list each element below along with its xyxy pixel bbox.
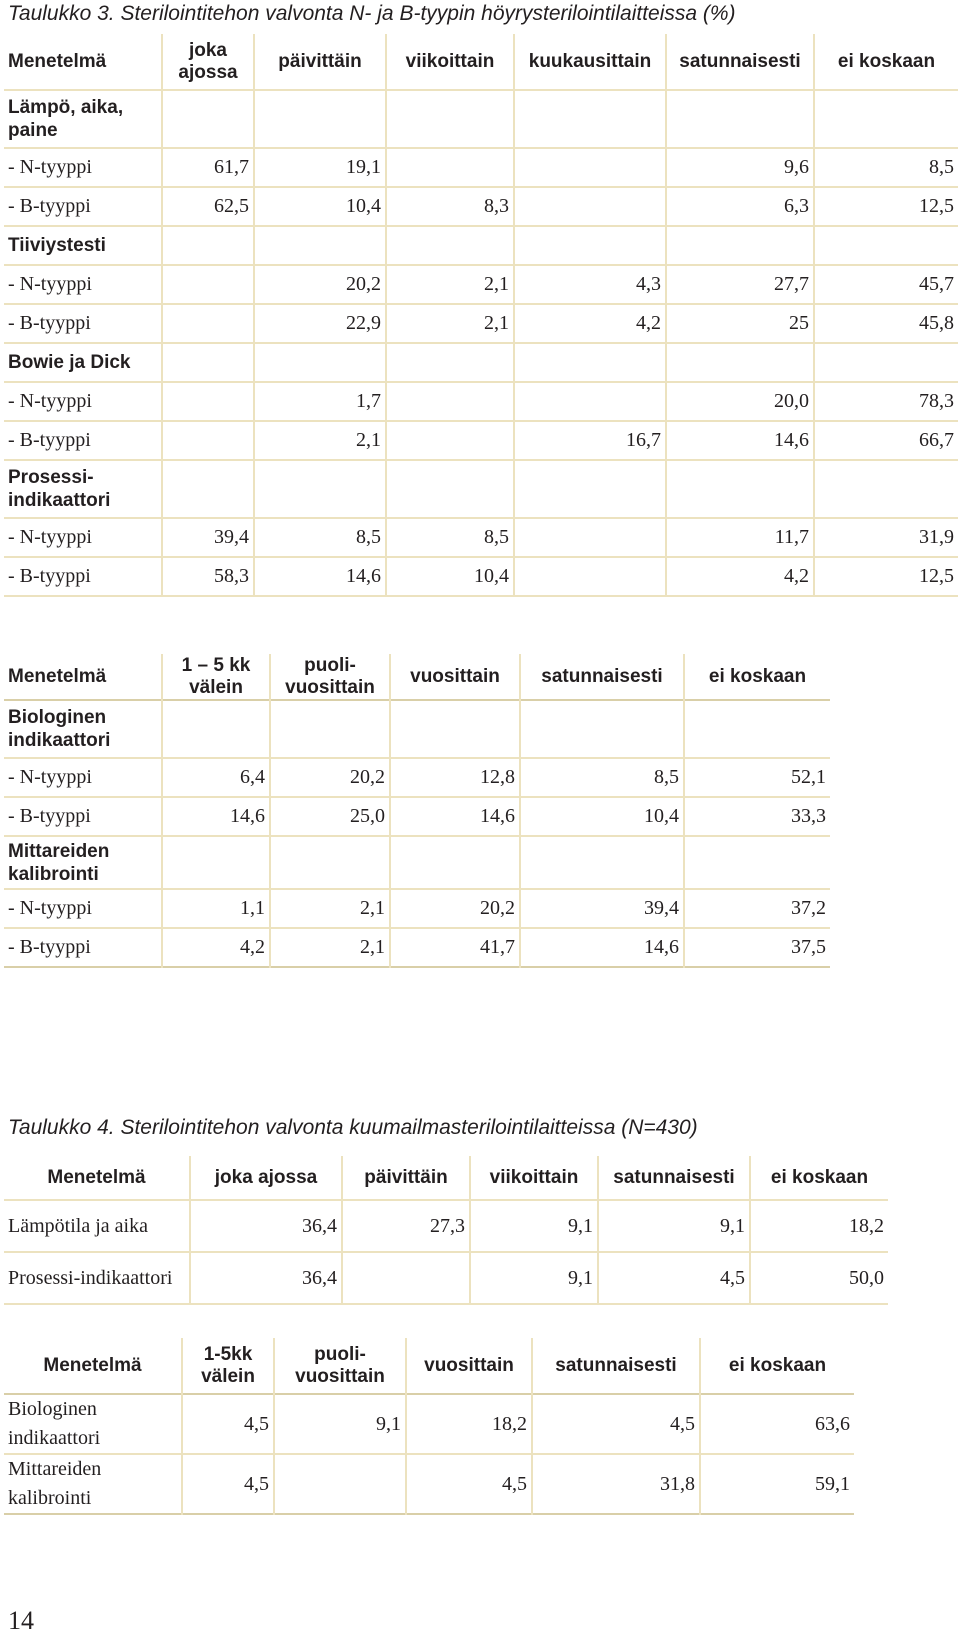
table4-part-a	[4, 1156, 888, 1305]
group-row	[4, 700, 830, 758]
value-cell: 4,2	[162, 928, 270, 967]
column-header: päivittäin	[254, 34, 386, 90]
value-cell: 36,4	[190, 1252, 342, 1304]
value-cell: 9,1	[470, 1252, 598, 1304]
empty-cell	[162, 90, 254, 148]
empty-cell	[666, 460, 814, 518]
group-row	[4, 460, 958, 518]
value-cell: 78,3	[919, 390, 954, 412]
value-cell	[162, 304, 254, 343]
value-cell: 20,2	[254, 265, 386, 304]
value-cell: 4,5	[406, 1454, 532, 1514]
value-cell: 31,9	[919, 526, 954, 548]
table-row	[4, 928, 830, 967]
table3-caption: Taulukko 3. Sterilointitehon valvonta N- ja B-tyypin höyrysterilointilaitteissa (%)	[8, 2, 736, 25]
column-header: satunnaisesti	[598, 1156, 750, 1200]
value-cell	[162, 265, 254, 304]
empty-cell	[254, 226, 386, 265]
row-label: - N-tyyppi	[4, 265, 162, 304]
empty-cell	[520, 836, 684, 889]
column-header: ei koskaan	[770, 1166, 869, 1188]
group-title: Lämpö, aika, paine	[4, 90, 162, 148]
value-cell: 61,7	[162, 148, 254, 187]
empty-cell	[162, 836, 270, 889]
value-cell: 14,6	[390, 797, 520, 836]
value-cell: 2,1	[254, 421, 386, 460]
value-cell	[162, 421, 254, 460]
empty-cell	[814, 343, 958, 382]
table-row	[4, 421, 958, 460]
value-cell: 66,7	[919, 429, 954, 451]
value-cell: 33,3	[791, 805, 826, 827]
value-cell: 8,5	[386, 518, 514, 557]
table-row	[4, 557, 958, 596]
value-cell: 4,2	[514, 304, 666, 343]
table-row	[4, 1454, 854, 1514]
value-cell: 27,3	[342, 1200, 470, 1252]
empty-cell	[390, 700, 520, 758]
row-label: - N-tyyppi	[4, 382, 162, 421]
group-title: Mittareiden kalibrointi	[4, 836, 162, 889]
value-cell: 14,6	[254, 557, 386, 596]
table4-caption: Taulukko 4. Sterilointitehon valvonta kuumailmasterilointilaitteissa (N=430)	[8, 1116, 698, 1139]
value-cell: 9,1	[470, 1200, 598, 1252]
value-cell: 9,1	[598, 1200, 750, 1252]
value-cell: 39,4	[162, 518, 254, 557]
empty-cell	[514, 460, 666, 518]
row-label: Mittareiden kalibrointi	[4, 1454, 182, 1514]
table-row	[4, 1394, 854, 1454]
column-header: ei koskaan	[708, 665, 807, 687]
empty-cell	[162, 460, 254, 518]
group-title: Tiiviystesti	[4, 226, 162, 265]
empty-cell	[814, 460, 958, 518]
table-row	[4, 148, 958, 187]
empty-cell	[684, 836, 830, 889]
table4-a-header-row	[4, 1156, 888, 1200]
empty-cell	[162, 700, 270, 758]
empty-cell	[814, 226, 958, 265]
table-row	[4, 304, 958, 343]
value-cell: 18,2	[406, 1394, 532, 1454]
table-row	[4, 265, 958, 304]
row-label: - B-tyyppi	[4, 797, 162, 836]
value-cell: 9,1	[274, 1394, 406, 1454]
empty-cell	[270, 700, 390, 758]
row-label: - N-tyyppi	[4, 758, 162, 797]
empty-cell	[270, 836, 390, 889]
value-cell: 20,2	[390, 889, 520, 928]
row-label: - B-tyyppi	[4, 187, 162, 226]
value-cell: 4,2	[666, 557, 814, 596]
row-label: - B-tyyppi	[4, 421, 162, 460]
value-cell: 2,1	[386, 304, 514, 343]
column-header: puoli-vuosittain	[270, 654, 390, 700]
value-cell: 2,1	[270, 889, 390, 928]
row-label: - N-tyyppi	[4, 518, 162, 557]
empty-cell	[254, 343, 386, 382]
empty-cell	[514, 343, 666, 382]
value-cell: 1,7	[254, 382, 386, 421]
column-header: Menetelmä	[4, 1156, 190, 1200]
value-cell	[514, 382, 666, 421]
value-cell	[514, 518, 666, 557]
value-cell: 27,7	[666, 265, 814, 304]
value-cell: 2,1	[386, 265, 514, 304]
value-cell	[342, 1252, 470, 1304]
column-header: satunnaisesti	[532, 1338, 700, 1394]
value-cell: 8,5	[520, 758, 684, 797]
value-cell: 4,3	[514, 265, 666, 304]
column-header: satunnaisesti	[520, 654, 684, 700]
page-number: 14	[8, 1606, 34, 1635]
column-header: vuosittain	[406, 1338, 532, 1394]
group-row	[4, 90, 958, 148]
value-cell: 14,6	[666, 421, 814, 460]
value-cell: 63,6	[815, 1412, 850, 1435]
row-label: - B-tyyppi	[4, 304, 162, 343]
value-cell: 50,0	[849, 1266, 884, 1289]
empty-cell	[254, 90, 386, 148]
column-header: kuukausittain	[514, 34, 666, 90]
value-cell: 52,1	[791, 766, 826, 788]
group-row	[4, 226, 958, 265]
empty-cell	[684, 700, 830, 758]
empty-cell	[386, 90, 514, 148]
row-label: - N-tyyppi	[4, 889, 162, 928]
value-cell: 2,1	[270, 928, 390, 967]
table-row	[4, 797, 830, 836]
group-row	[4, 343, 958, 382]
empty-cell	[162, 226, 254, 265]
value-cell: 1,1	[162, 889, 270, 928]
value-cell: 4,5	[182, 1394, 274, 1454]
value-cell: 37,5	[791, 936, 826, 958]
value-cell: 19,1	[254, 148, 386, 187]
table-row	[4, 1200, 888, 1252]
value-cell: 8,5	[254, 518, 386, 557]
table-row	[4, 1252, 888, 1304]
value-cell: 31,8	[532, 1454, 700, 1514]
column-header: satunnaisesti	[666, 34, 814, 90]
value-cell: 39,4	[520, 889, 684, 928]
value-cell: 25	[666, 304, 814, 343]
empty-cell	[386, 460, 514, 518]
value-cell: 12,5	[919, 195, 954, 217]
value-cell: 16,7	[514, 421, 666, 460]
column-header: 1 – 5 kk välein	[162, 654, 270, 700]
value-cell: 45,7	[919, 273, 954, 295]
value-cell: 14,6	[520, 928, 684, 967]
value-cell: 10,4	[254, 187, 386, 226]
value-cell: 36,4	[190, 1200, 342, 1252]
table3-b-header-row	[4, 654, 830, 700]
value-cell: 4,5	[598, 1252, 750, 1304]
table-row	[4, 518, 958, 557]
table3-part-a	[4, 34, 958, 597]
value-cell: 58,3	[162, 557, 254, 596]
value-cell: 4,5	[182, 1454, 274, 1514]
row-label: - B-tyyppi	[4, 928, 162, 967]
column-header: viikoittain	[470, 1156, 598, 1200]
value-cell	[274, 1454, 406, 1514]
value-cell	[514, 557, 666, 596]
value-cell	[514, 148, 666, 187]
empty-cell	[162, 343, 254, 382]
column-header: Menetelmä	[4, 34, 162, 90]
value-cell: 20,2	[270, 758, 390, 797]
value-cell	[162, 382, 254, 421]
column-header: päivittäin	[342, 1156, 470, 1200]
table-row	[4, 889, 830, 928]
column-header: vuosittain	[390, 654, 520, 700]
group-row	[4, 836, 830, 889]
column-header: viikoittain	[386, 34, 514, 90]
row-label: Lämpötila ja aika	[4, 1200, 190, 1252]
row-label: Biologinen indikaattori	[4, 1394, 182, 1454]
table-row	[4, 758, 830, 797]
value-cell: 9,6	[666, 148, 814, 187]
value-cell: 41,7	[390, 928, 520, 967]
table4-b-header-row	[4, 1338, 854, 1394]
table4-part-b	[4, 1338, 854, 1515]
row-label: - B-tyyppi	[4, 557, 162, 596]
value-cell: 37,2	[791, 897, 826, 919]
group-title: Bowie ja Dick	[4, 343, 162, 382]
group-title: Biologinen indikaattori	[4, 700, 162, 758]
value-cell: 18,2	[849, 1214, 884, 1237]
value-cell: 25,0	[270, 797, 390, 836]
empty-cell	[666, 90, 814, 148]
value-cell: 12,5	[919, 565, 954, 587]
empty-cell	[666, 343, 814, 382]
value-cell: 22,9	[254, 304, 386, 343]
value-cell: 11,7	[666, 518, 814, 557]
table3-a-header-row	[4, 34, 958, 90]
value-cell: 10,4	[386, 557, 514, 596]
empty-cell	[514, 90, 666, 148]
empty-cell	[814, 90, 958, 148]
value-cell: 6,4	[162, 758, 270, 797]
column-header: ei koskaan	[837, 50, 936, 72]
empty-cell	[514, 226, 666, 265]
value-cell: 8,5	[929, 156, 954, 178]
empty-cell	[390, 836, 520, 889]
value-cell: 4,5	[532, 1394, 700, 1454]
column-header: joka ajossa	[162, 34, 254, 90]
column-header: joka ajossa	[190, 1156, 342, 1200]
empty-cell	[520, 700, 684, 758]
value-cell: 6,3	[666, 187, 814, 226]
value-cell: 8,3	[386, 187, 514, 226]
value-cell: 59,1	[815, 1472, 850, 1495]
group-title: Prosessi-indikaattori	[4, 460, 162, 518]
value-cell: 62,5	[162, 187, 254, 226]
value-cell: 10,4	[520, 797, 684, 836]
value-cell	[386, 148, 514, 187]
empty-cell	[386, 226, 514, 265]
value-cell	[514, 187, 666, 226]
value-cell: 45,8	[919, 312, 954, 334]
value-cell: 20,0	[666, 382, 814, 421]
row-label: Prosessi-indikaattori	[4, 1252, 190, 1304]
table-row	[4, 187, 958, 226]
column-header: ei koskaan	[728, 1354, 827, 1376]
empty-cell	[666, 226, 814, 265]
value-cell: 12,8	[390, 758, 520, 797]
column-header: 1-5kk välein	[182, 1338, 274, 1394]
value-cell	[386, 382, 514, 421]
value-cell: 14,6	[162, 797, 270, 836]
table-row	[4, 382, 958, 421]
empty-cell	[254, 460, 386, 518]
column-header: Menetelmä	[4, 1338, 182, 1394]
column-header: Menetelmä	[4, 654, 162, 700]
value-cell	[386, 421, 514, 460]
empty-cell	[386, 343, 514, 382]
row-label: - N-tyyppi	[4, 148, 162, 187]
column-header: puoli-vuosittain	[274, 1338, 406, 1394]
table3-part-b	[4, 654, 830, 968]
